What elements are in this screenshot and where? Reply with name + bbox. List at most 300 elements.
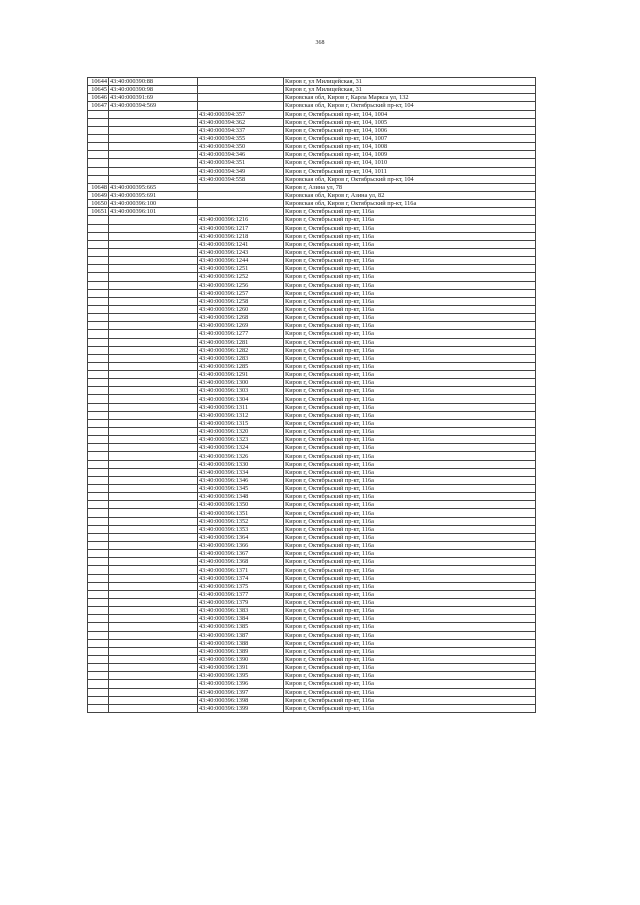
cadastral-number-cell: 43:40:000396:101: [109, 208, 198, 216]
cadastral-number-cell: [109, 607, 198, 615]
address-cell: Киров г, Октябрьский пр-кт, 116а: [284, 607, 536, 615]
table-row: [88, 200, 536, 208]
cadastral-number-cell: [109, 346, 198, 354]
table-row: [88, 631, 536, 639]
cadastral-number-cell: [109, 338, 198, 346]
cadastral-number-cell: [109, 126, 198, 134]
row-number-cell: [88, 623, 109, 631]
address-cell: Киров г, Октябрьский пр-кт, 116а: [284, 330, 536, 338]
cadastral-number-cell: [109, 704, 198, 712]
sub-cadastral-number-cell: 43:40:000396:1323: [198, 436, 284, 444]
table-row: [88, 297, 536, 305]
sub-cadastral-number-cell: 43:40:000396:1243: [198, 248, 284, 256]
row-number-cell: [88, 436, 109, 444]
sub-cadastral-number-cell: 43:40:000394:362: [198, 118, 284, 126]
cadastral-number-cell: [109, 631, 198, 639]
sub-cadastral-number-cell: 43:40:000396:1217: [198, 224, 284, 232]
cadastral-number-cell: [109, 387, 198, 395]
cadastral-number-cell: [109, 672, 198, 680]
address-cell: Кировская обл, Киров г, Октябрьский пр-кт, 116а: [284, 200, 536, 208]
cadastral-number-cell: 43:40:000390:98: [109, 86, 198, 94]
sub-cadastral-number-cell: 43:40:000394:357: [198, 110, 284, 118]
row-number-cell: [88, 639, 109, 647]
row-number-cell: [88, 297, 109, 305]
row-number-cell: [88, 265, 109, 273]
row-number-cell: 10647: [88, 102, 109, 110]
table-row: [88, 607, 536, 615]
row-number-cell: [88, 134, 109, 142]
cadastral-number-cell: 43:40:000394:569: [109, 102, 198, 110]
row-number-cell: [88, 509, 109, 517]
cadastral-number-cell: [109, 379, 198, 387]
table-row: [88, 542, 536, 550]
row-number-cell: [88, 379, 109, 387]
cadastral-number-cell: [109, 542, 198, 550]
row-number-cell: [88, 444, 109, 452]
row-number-cell: [88, 167, 109, 175]
address-cell: Киров г, Октябрьский пр-кт, 116а: [284, 655, 536, 663]
row-number-cell: 10648: [88, 183, 109, 191]
sub-cadastral-number-cell: 43:40:000396:1269: [198, 322, 284, 330]
address-cell: Кировская обл, Киров г, Карла Маркса ул, 132: [284, 94, 536, 102]
sub-cadastral-number-cell: [198, 183, 284, 191]
row-number-cell: [88, 159, 109, 167]
table-row: [88, 696, 536, 704]
address-cell: Киров г, Октябрьский пр-кт, 116а: [284, 314, 536, 322]
row-number-cell: [88, 346, 109, 354]
sub-cadastral-number-cell: [198, 102, 284, 110]
sub-cadastral-number-cell: 43:40:000396:1379: [198, 599, 284, 607]
row-number-cell: [88, 704, 109, 712]
address-cell: Киров г, Октябрьский пр-кт, 116а: [284, 208, 536, 216]
row-number-cell: [88, 672, 109, 680]
table-row: [88, 517, 536, 525]
address-cell: Киров г, Октябрьский пр-кт, 104, 1005: [284, 118, 536, 126]
address-cell: Киров г, Октябрьский пр-кт, 116а: [284, 468, 536, 476]
sub-cadastral-number-cell: 43:40:000396:1350: [198, 501, 284, 509]
address-cell: Киров г, Октябрьский пр-кт, 116а: [284, 452, 536, 460]
address-cell: Киров г, Октябрьский пр-кт, 116а: [284, 631, 536, 639]
row-number-cell: [88, 566, 109, 574]
address-cell: Киров г, Октябрьский пр-кт, 116а: [284, 485, 536, 493]
table-row: [88, 94, 536, 102]
address-cell: Киров г, Октябрьский пр-кт, 104, 1009: [284, 151, 536, 159]
row-number-cell: [88, 403, 109, 411]
cadastral-number-cell: [109, 273, 198, 281]
sub-cadastral-number-cell: 43:40:000396:1312: [198, 411, 284, 419]
row-number-cell: [88, 110, 109, 118]
address-cell: Киров г, ул Милицейская, 31: [284, 78, 536, 86]
address-cell: Киров г, Октябрьский пр-кт, 116а: [284, 257, 536, 265]
table-row: [88, 468, 536, 476]
sub-cadastral-number-cell: 43:40:000394:350: [198, 143, 284, 151]
sub-cadastral-number-cell: 43:40:000396:1374: [198, 574, 284, 582]
sub-cadastral-number-cell: 43:40:000396:1391: [198, 664, 284, 672]
table-row: [88, 428, 536, 436]
address-cell: Киров г, Октябрьский пр-кт, 116а: [284, 395, 536, 403]
row-number-cell: 10644: [88, 78, 109, 86]
sub-cadastral-number-cell: 43:40:000396:1311: [198, 403, 284, 411]
table-row: [88, 126, 536, 134]
table-row: [88, 102, 536, 110]
address-cell: Киров г, Октябрьский пр-кт, 116а: [284, 297, 536, 305]
sub-cadastral-number-cell: [198, 191, 284, 199]
sub-cadastral-number-cell: 43:40:000396:1367: [198, 550, 284, 558]
address-cell: Киров г, Октябрьский пр-кт, 116а: [284, 558, 536, 566]
row-number-cell: [88, 411, 109, 419]
address-cell: Киров г, Октябрьский пр-кт, 116а: [284, 680, 536, 688]
cadastral-number-cell: [109, 468, 198, 476]
row-number-cell: [88, 248, 109, 256]
address-cell: Киров г, Октябрьский пр-кт, 116а: [284, 517, 536, 525]
table-row: [88, 704, 536, 712]
sub-cadastral-number-cell: 43:40:000396:1300: [198, 379, 284, 387]
cadastral-number-cell: [109, 265, 198, 273]
cadastral-number-cell: [109, 224, 198, 232]
row-number-cell: [88, 696, 109, 704]
table-row: [88, 191, 536, 199]
row-number-cell: [88, 305, 109, 313]
cadastral-number-cell: [109, 550, 198, 558]
sub-cadastral-number-cell: 43:40:000396:1216: [198, 216, 284, 224]
table-row: [88, 151, 536, 159]
cadastral-number-cell: [109, 558, 198, 566]
row-number-cell: 10649: [88, 191, 109, 199]
cadastral-number-cell: [109, 599, 198, 607]
address-cell: Киров г, Октябрьский пр-кт, 116а: [284, 525, 536, 533]
address-cell: Киров г, Октябрьский пр-кт, 116а: [284, 664, 536, 672]
sub-cadastral-number-cell: 43:40:000396:1388: [198, 639, 284, 647]
sub-cadastral-number-cell: 43:40:000394:349: [198, 167, 284, 175]
sub-cadastral-number-cell: 43:40:000396:1303: [198, 387, 284, 395]
row-number-cell: [88, 289, 109, 297]
address-cell: Киров г, Октябрьский пр-кт, 104, 1008: [284, 143, 536, 151]
table-row: [88, 330, 536, 338]
address-cell: Киров г, Октябрьский пр-кт, 116а: [284, 216, 536, 224]
sub-cadastral-number-cell: 43:40:000396:1387: [198, 631, 284, 639]
table-row: [88, 550, 536, 558]
address-cell: Киров г, Октябрьский пр-кт, 116а: [284, 639, 536, 647]
cadastral-number-cell: [109, 655, 198, 663]
table-row: [88, 566, 536, 574]
row-number-cell: [88, 599, 109, 607]
sub-cadastral-number-cell: 43:40:000396:1352: [198, 517, 284, 525]
table-row: [88, 78, 536, 86]
address-cell: Киров г, Октябрьский пр-кт, 116а: [284, 501, 536, 509]
address-cell: Киров г, Октябрьский пр-кт, 116а: [284, 411, 536, 419]
row-number-cell: [88, 151, 109, 159]
address-cell: Киров г, Октябрьский пр-кт, 116а: [284, 599, 536, 607]
table-row: [88, 86, 536, 94]
cadastral-number-cell: [109, 419, 198, 427]
row-number-cell: [88, 680, 109, 688]
cadastral-number-cell: [109, 240, 198, 248]
row-number-cell: [88, 273, 109, 281]
address-cell: Киров г, Октябрьский пр-кт, 104, 1011: [284, 167, 536, 175]
address-cell: Киров г, Октябрьский пр-кт, 104, 1004: [284, 110, 536, 118]
address-cell: Киров г, Октябрьский пр-кт, 116а: [284, 509, 536, 517]
row-number-cell: [88, 460, 109, 468]
table-row: [88, 647, 536, 655]
row-number-cell: [88, 395, 109, 403]
table-row: [88, 346, 536, 354]
registry-table-body: [88, 78, 536, 713]
row-number-cell: [88, 574, 109, 582]
cadastral-number-cell: [109, 411, 198, 419]
cadastral-number-cell: [109, 493, 198, 501]
sub-cadastral-number-cell: 43:40:000396:1383: [198, 607, 284, 615]
sub-cadastral-number-cell: 43:40:000396:1218: [198, 232, 284, 240]
sub-cadastral-number-cell: 43:40:000394:337: [198, 126, 284, 134]
row-number-cell: [88, 533, 109, 541]
row-number-cell: [88, 590, 109, 598]
sub-cadastral-number-cell: 43:40:000396:1364: [198, 533, 284, 541]
cadastral-number-cell: 43:40:000396:100: [109, 200, 198, 208]
row-number-cell: [88, 143, 109, 151]
row-number-cell: [88, 257, 109, 265]
table-row: [88, 452, 536, 460]
sub-cadastral-number-cell: 43:40:000396:1377: [198, 590, 284, 598]
address-cell: Киров г, Октябрьский пр-кт, 116а: [284, 590, 536, 598]
row-number-cell: [88, 118, 109, 126]
table-row: [88, 615, 536, 623]
row-number-cell: [88, 232, 109, 240]
sub-cadastral-number-cell: 43:40:000396:1324: [198, 444, 284, 452]
cadastral-number-cell: [109, 680, 198, 688]
cadastral-number-cell: [109, 354, 198, 362]
table-row: [88, 379, 536, 387]
table-row: [88, 590, 536, 598]
table-row: [88, 525, 536, 533]
address-cell: Киров г, Октябрьский пр-кт, 116а: [284, 533, 536, 541]
cadastral-number-cell: [109, 322, 198, 330]
row-number-cell: [88, 501, 109, 509]
row-number-cell: [88, 314, 109, 322]
cadastral-number-cell: [109, 159, 198, 167]
cadastral-number-cell: [109, 688, 198, 696]
table-row: [88, 485, 536, 493]
cadastral-number-cell: [109, 582, 198, 590]
address-cell: Киров г, Азина ул, 78: [284, 183, 536, 191]
row-number-cell: [88, 224, 109, 232]
cadastral-number-cell: [109, 566, 198, 574]
address-cell: Киров г, Октябрьский пр-кт, 116а: [284, 289, 536, 297]
address-cell: Киров г, Октябрьский пр-кт, 116а: [284, 354, 536, 362]
table-row: [88, 387, 536, 395]
sub-cadastral-number-cell: 43:40:000396:1384: [198, 615, 284, 623]
table-row: [88, 599, 536, 607]
table-row: [88, 248, 536, 256]
cadastral-number-cell: [109, 647, 198, 655]
property-registry-table: [87, 77, 536, 713]
sub-cadastral-number-cell: [198, 200, 284, 208]
cadastral-number-cell: [109, 330, 198, 338]
sub-cadastral-number-cell: 43:40:000396:1345: [198, 485, 284, 493]
table-row: [88, 134, 536, 142]
row-number-cell: [88, 322, 109, 330]
address-cell: Киров г, Октябрьский пр-кт, 116а: [284, 346, 536, 354]
row-number-cell: [88, 476, 109, 484]
table-row: [88, 419, 536, 427]
table-row: [88, 314, 536, 322]
table-row: [88, 257, 536, 265]
table-row: [88, 289, 536, 297]
cadastral-number-cell: [109, 590, 198, 598]
table-row: [88, 493, 536, 501]
address-cell: Киров г, Октябрьский пр-кт, 104, 1007: [284, 134, 536, 142]
cadastral-number-cell: [109, 476, 198, 484]
address-cell: Киров г, Октябрьский пр-кт, 116а: [284, 647, 536, 655]
row-number-cell: [88, 485, 109, 493]
table-row: [88, 403, 536, 411]
address-cell: Киров г, Октябрьский пр-кт, 116а: [284, 550, 536, 558]
row-number-cell: [88, 362, 109, 370]
row-number-cell: [88, 216, 109, 224]
table-row: [88, 558, 536, 566]
sub-cadastral-number-cell: 43:40:000394:558: [198, 175, 284, 183]
sub-cadastral-number-cell: 43:40:000396:1371: [198, 566, 284, 574]
table-row: [88, 354, 536, 362]
table-row: [88, 216, 536, 224]
sub-cadastral-number-cell: 43:40:000394:351: [198, 159, 284, 167]
sub-cadastral-number-cell: [198, 86, 284, 94]
row-number-cell: [88, 607, 109, 615]
row-number-cell: [88, 550, 109, 558]
table-row: [88, 664, 536, 672]
sub-cadastral-number-cell: 43:40:000396:1281: [198, 338, 284, 346]
address-cell: Киров г, Октябрьский пр-кт, 116а: [284, 419, 536, 427]
sub-cadastral-number-cell: 43:40:000396:1366: [198, 542, 284, 550]
table-row: [88, 143, 536, 151]
row-number-cell: [88, 468, 109, 476]
cadastral-number-cell: [109, 623, 198, 631]
row-number-cell: [88, 631, 109, 639]
address-cell: Киров г, Октябрьский пр-кт, 116а: [284, 460, 536, 468]
cadastral-number-cell: 43:40:000390:88: [109, 78, 198, 86]
sub-cadastral-number-cell: 43:40:000396:1389: [198, 647, 284, 655]
row-number-cell: [88, 330, 109, 338]
cadastral-number-cell: [109, 574, 198, 582]
cadastral-number-cell: [109, 664, 198, 672]
address-cell: Киров г, Октябрьский пр-кт, 116а: [284, 403, 536, 411]
table-row: [88, 501, 536, 509]
row-number-cell: 10650: [88, 200, 109, 208]
row-number-cell: [88, 615, 109, 623]
table-row: [88, 533, 536, 541]
row-number-cell: [88, 664, 109, 672]
row-number-cell: [88, 371, 109, 379]
cadastral-number-cell: [109, 371, 198, 379]
row-number-cell: [88, 240, 109, 248]
table-row: [88, 159, 536, 167]
address-cell: Киров г, Октябрьский пр-кт, 116а: [284, 248, 536, 256]
table-row: [88, 680, 536, 688]
cadastral-number-cell: [109, 289, 198, 297]
row-number-cell: [88, 647, 109, 655]
table-row: [88, 395, 536, 403]
sub-cadastral-number-cell: 43:40:000396:1268: [198, 314, 284, 322]
cadastral-number-cell: [109, 428, 198, 436]
cadastral-number-cell: [109, 501, 198, 509]
cadastral-number-cell: [109, 110, 198, 118]
sub-cadastral-number-cell: 43:40:000396:1326: [198, 452, 284, 460]
address-cell: Киров г, Октябрьский пр-кт, 116а: [284, 338, 536, 346]
sub-cadastral-number-cell: 43:40:000396:1291: [198, 371, 284, 379]
address-cell: Кировская обл, Киров г, Азина ул, 82: [284, 191, 536, 199]
cadastral-number-cell: [109, 305, 198, 313]
row-number-cell: [88, 558, 109, 566]
table-row: [88, 639, 536, 647]
address-cell: Киров г, Октябрьский пр-кт, 116а: [284, 371, 536, 379]
address-cell: Киров г, ул Милицейская, 31: [284, 86, 536, 94]
row-number-cell: [88, 582, 109, 590]
row-number-cell: [88, 452, 109, 460]
sub-cadastral-number-cell: 43:40:000396:1260: [198, 305, 284, 313]
table-row: [88, 305, 536, 313]
address-cell: Кировская обл, Киров г, Октябрьский пр-кт, 104: [284, 175, 536, 183]
address-cell: Киров г, Октябрьский пр-кт, 116а: [284, 582, 536, 590]
sub-cadastral-number-cell: 43:40:000396:1330: [198, 460, 284, 468]
address-cell: Киров г, Октябрьский пр-кт, 116а: [284, 688, 536, 696]
cadastral-number-cell: [109, 452, 198, 460]
cadastral-number-cell: [109, 297, 198, 305]
sub-cadastral-number-cell: 43:40:000396:1390: [198, 655, 284, 663]
table-row: [88, 175, 536, 183]
cadastral-number-cell: [109, 216, 198, 224]
table-row: [88, 265, 536, 273]
cadastral-number-cell: [109, 639, 198, 647]
table-row: [88, 411, 536, 419]
sub-cadastral-number-cell: [198, 94, 284, 102]
cadastral-number-cell: [109, 533, 198, 541]
table-row: [88, 371, 536, 379]
sub-cadastral-number-cell: 43:40:000396:1399: [198, 704, 284, 712]
address-cell: Киров г, Октябрьский пр-кт, 116а: [284, 362, 536, 370]
cadastral-number-cell: [109, 134, 198, 142]
address-cell: Киров г, Октябрьский пр-кт, 116а: [284, 265, 536, 273]
cadastral-number-cell: 43:40:000391:69: [109, 94, 198, 102]
table-row: [88, 183, 536, 191]
row-number-cell: [88, 688, 109, 696]
table-row: [88, 322, 536, 330]
address-cell: Киров г, Октябрьский пр-кт, 116а: [284, 672, 536, 680]
sub-cadastral-number-cell: 43:40:000396:1252: [198, 273, 284, 281]
sub-cadastral-number-cell: 43:40:000396:1375: [198, 582, 284, 590]
table-row: [88, 623, 536, 631]
sub-cadastral-number-cell: 43:40:000396:1334: [198, 468, 284, 476]
cadastral-number-cell: [109, 403, 198, 411]
address-cell: Киров г, Октябрьский пр-кт, 116а: [284, 232, 536, 240]
cadastral-number-cell: [109, 485, 198, 493]
address-cell: Киров г, Октябрьский пр-кт, 116а: [284, 240, 536, 248]
sub-cadastral-number-cell: [198, 78, 284, 86]
address-cell: Киров г, Октябрьский пр-кт, 104, 1010: [284, 159, 536, 167]
cadastral-number-cell: [109, 525, 198, 533]
cadastral-number-cell: [109, 143, 198, 151]
cadastral-number-cell: [109, 460, 198, 468]
table-row: [88, 240, 536, 248]
address-cell: Киров г, Октябрьский пр-кт, 116а: [284, 476, 536, 484]
address-cell: Киров г, Октябрьский пр-кт, 116а: [284, 493, 536, 501]
sub-cadastral-number-cell: 43:40:000396:1397: [198, 688, 284, 696]
row-number-cell: [88, 338, 109, 346]
row-number-cell: [88, 525, 109, 533]
table-row: [88, 444, 536, 452]
row-number-cell: [88, 354, 109, 362]
cadastral-number-cell: [109, 395, 198, 403]
table-row: [88, 672, 536, 680]
address-cell: Киров г, Октябрьский пр-кт, 116а: [284, 273, 536, 281]
